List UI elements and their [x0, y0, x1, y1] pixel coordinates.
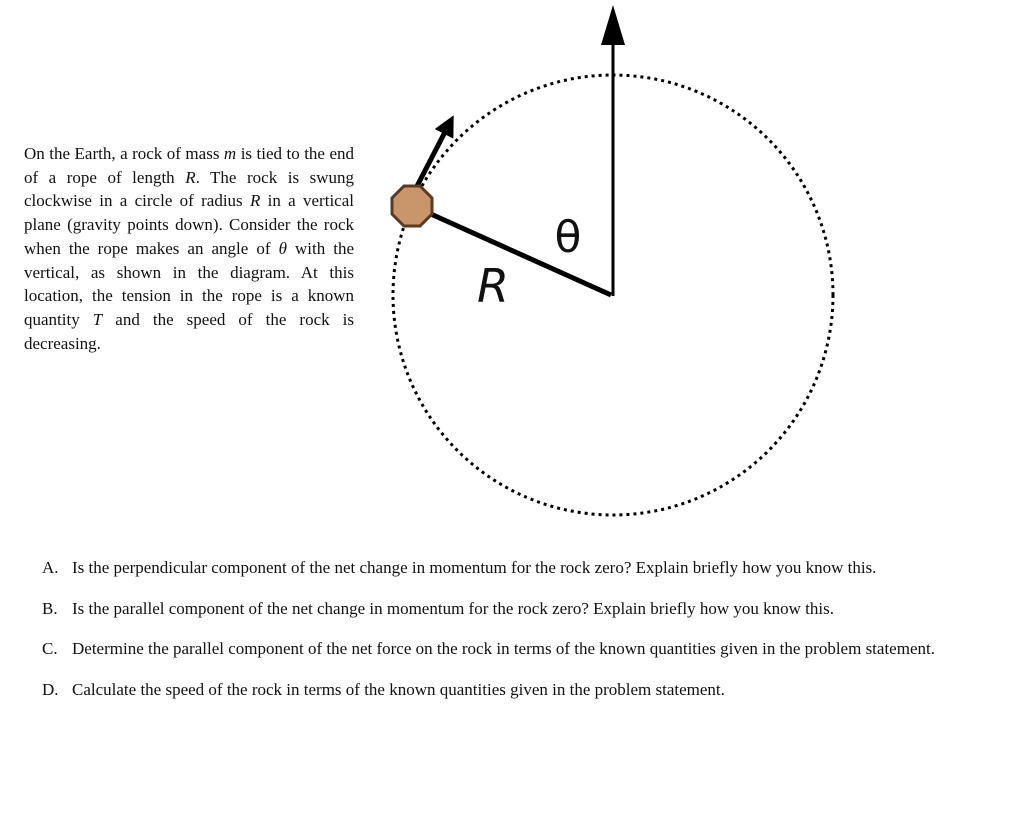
- theta-label: θ: [554, 212, 582, 263]
- mass-variable: m: [223, 144, 237, 163]
- question-text: Is the perpendicular component of the net change in momentum for the rock zero? Explain briefly how you know this.: [72, 558, 877, 577]
- radius-variable: R: [249, 191, 261, 211]
- velocity-arrow: [415, 132, 445, 190]
- intro-text-3: . The rock is swung clockwise in a circle of radius: [24, 167, 354, 211]
- tension-variable: T: [92, 309, 103, 329]
- question-item: [42, 597, 976, 621]
- intro-text-5: with the vertical, as shown in the diagram. At this location, the tension in the rope is a known quantity: [24, 238, 355, 329]
- question-text: Calculate the speed of the rock in terms of the known quantities given in the problem statement.: [72, 679, 725, 699]
- question-item: [42, 637, 976, 661]
- vertical-arrowhead: [601, 5, 625, 45]
- angle-variable: θ: [278, 238, 287, 258]
- radius-label: R: [477, 259, 509, 313]
- question-item: [42, 556, 976, 580]
- question-text: Determine the parallel component of the net force on the rock in terms of the known quantities given in the problem statement.: [72, 639, 935, 658]
- intro-text-4: in a vertical plane (gravity points down). Consider the rock when the rope makes an angle of: [24, 191, 354, 258]
- intro-text-6: and the speed of the rock is decreasing.: [24, 309, 355, 353]
- question-letter: C.: [42, 639, 58, 658]
- question-letter: B.: [42, 598, 58, 618]
- question-list: [42, 556, 976, 718]
- question-letter: A.: [42, 558, 59, 577]
- question-letter: D.: [42, 679, 59, 699]
- intro-text-2: is tied to the end of a rope of length: [24, 144, 354, 187]
- intro-text-1: On the Earth, a rock of mass: [24, 144, 224, 163]
- question-item: [42, 678, 976, 702]
- question-text: Is the parallel component of the net change in momentum for the rock zero? Explain briefly how you know this.: [72, 598, 834, 618]
- rock: [392, 186, 432, 226]
- length-variable: R: [185, 167, 196, 187]
